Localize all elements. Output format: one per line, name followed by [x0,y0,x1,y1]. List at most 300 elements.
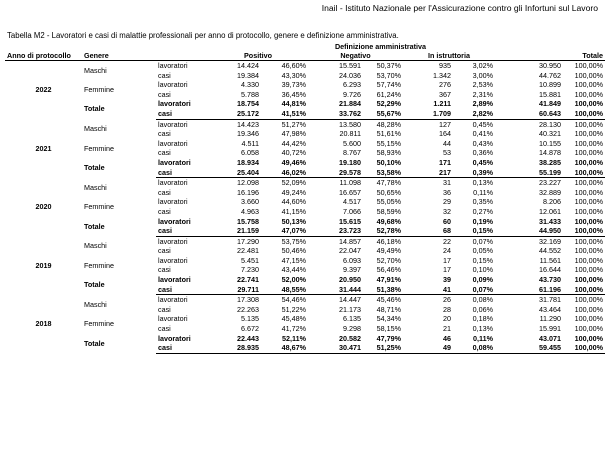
percent-cell: 49,46% [281,157,306,167]
percent-cell: 100,00% [574,275,604,285]
value-cell: 15.758 [237,216,259,226]
percent-cell: 0,43% [472,138,494,148]
value-cell: 44.762 [539,70,562,80]
value-cell: 17 [443,265,452,275]
percent-cell: 0,15% [472,255,494,265]
value-cell: 43.464 [539,304,562,314]
percent-cell: 54,46% [281,295,306,305]
value-cell: 6.672 [241,324,259,334]
value-cell: 15.615 [339,216,361,226]
row-type-cell: casi [156,285,208,295]
percent-cell: 100,00% [574,206,604,216]
percent-cell: 48,67% [261,343,308,353]
value-cell: 16.644 [539,265,562,275]
row-type-cell: casi [156,343,208,353]
group-header: Definizione amministrativa [334,42,427,51]
value-cell: 4.511 [241,138,259,148]
col-positivo: Positivo [208,51,308,61]
percent-cell: 0,13% [472,324,494,334]
row-type-cell: lavoratori [158,178,188,188]
row-type-cell: casi [156,168,208,178]
value-cell: 21.884 [339,99,361,109]
percent-cell: 52,11% [282,333,306,343]
percent-cell: 58,59% [376,206,401,216]
value-cell: 4.517 [343,197,361,207]
percent-cell: 50,65% [376,187,401,197]
value-cell: 9.726 [343,89,361,99]
value-cell: 5.451 [241,255,259,265]
value-cell: 16.196 [237,187,259,197]
percent-cell: 46,02% [261,168,308,178]
occupational-disease-table [5,42,605,354]
row-type-cell: lavoratori [158,138,188,148]
percent-cell: 100,00% [574,157,604,167]
col-genere: Genere [82,51,156,61]
value-cell: 32 [443,206,452,216]
value-cell: 10.899 [539,80,562,90]
genere-cell: Femmine [84,260,114,270]
institute-header: Inail - Istituto Nazionale per l'Assicurazione contro gli Infortuni sul Lavoro [321,3,598,13]
value-cell: 10.155 [539,138,562,148]
percent-cell: 100,00% [574,246,604,256]
value-cell: 1.709 [403,109,453,119]
value-cell: 33.762 [308,109,363,119]
year-cell: 2020 [35,202,52,212]
percent-cell: 100,00% [563,168,605,178]
table-row [5,178,605,188]
value-cell: 5.135 [241,314,259,324]
table-row [5,158,605,168]
percent-cell: 53,75% [281,236,306,246]
value-cell: 46 [443,333,452,343]
percent-cell: 100,00% [563,285,605,295]
percent-cell: 0,27% [472,206,494,216]
value-cell: 22.481 [237,246,259,256]
percent-cell: 52,78% [363,226,403,236]
value-cell: 49 [403,343,453,353]
percent-cell: 0,35% [472,197,494,207]
value-cell: 20.582 [339,333,361,343]
value-cell: 8.767 [343,148,361,158]
percent-cell: 100,00% [563,109,605,119]
value-cell: 8.206 [543,197,562,207]
percent-cell: 47,79% [376,333,401,343]
percent-cell: 100,00% [574,187,604,197]
genere-cell: Maschi [84,65,107,75]
percent-cell: 52,00% [281,275,306,285]
genere-cell: Femmine [84,319,114,329]
year-cell: 2021 [35,143,52,153]
value-cell: 367 [439,89,452,99]
value-cell: 40.321 [539,129,562,139]
percent-cell: 51,27% [281,119,306,129]
value-cell: 60 [443,216,452,226]
percent-cell: 52,70% [376,255,401,265]
row-type-cell: lavoratori [158,80,188,90]
table-row [5,295,605,305]
value-cell: 68 [403,226,453,236]
value-cell: 17.308 [237,295,259,305]
percent-cell: 100,00% [574,216,604,226]
value-cell: 17.290 [237,236,259,246]
row-type-cell: casi [158,324,171,334]
percent-cell: 50,37% [376,61,401,70]
value-cell: 20 [443,314,452,324]
percent-cell: 100,00% [574,129,604,139]
percent-cell: 56,46% [376,265,401,275]
value-cell: 31.433 [539,216,562,226]
value-cell: 171 [439,157,452,167]
table-row [5,275,605,285]
percent-cell: 0,07% [453,285,495,295]
value-cell: 14.857 [339,236,361,246]
value-cell: 6.293 [343,80,361,90]
row-type-cell: lavoratori [158,236,188,246]
col-istruttoria: In istruttoria [403,51,495,61]
value-cell: 41.849 [539,99,562,109]
percent-cell: 57,74% [376,80,401,90]
percent-cell: 100,00% [574,255,604,265]
percent-cell: 100,00% [574,236,604,246]
genere-cell: Totale [84,104,105,114]
row-type-cell: lavoratori [158,61,188,70]
value-cell: 22.443 [237,333,259,343]
percent-cell: 43,30% [281,70,306,80]
value-cell: 59.455 [495,343,563,353]
table-row [5,99,605,109]
percent-cell: 45,46% [376,295,401,305]
percent-cell: 41,15% [281,206,306,216]
percent-cell: 0,07% [472,236,494,246]
value-cell: 22.263 [237,304,259,314]
value-cell: 15.591 [339,61,361,70]
value-cell: 22 [443,236,452,246]
table-row [5,314,605,324]
value-cell: 18.934 [237,157,259,167]
value-cell: 16.657 [339,187,361,197]
table-row [5,217,605,227]
value-cell: 6.135 [343,314,361,324]
percent-cell: 50,46% [281,246,306,256]
value-cell: 60.643 [495,109,563,119]
row-type-cell: casi [158,129,171,139]
percent-cell: 45,48% [281,314,306,324]
percent-cell: 47,07% [261,226,308,236]
table-row [5,256,605,266]
percent-cell: 41,72% [281,324,306,334]
table-row [5,119,605,129]
row-type-cell: casi [158,304,171,314]
genere-cell: Totale [84,221,105,231]
value-cell: 19.346 [237,129,259,139]
value-cell: 14.878 [539,148,562,158]
percent-cell: 0,08% [472,295,494,305]
row-type-cell: lavoratori [158,275,191,285]
table-row [5,334,605,344]
value-cell: 6.058 [241,148,259,158]
col-totale: Totale [495,51,605,61]
col-tipo [156,51,208,61]
value-cell: 61.196 [495,285,563,295]
value-cell: 29.578 [308,168,363,178]
row-type-cell: lavoratori [158,314,188,324]
value-cell: 5.788 [241,89,259,99]
value-cell: 217 [403,168,453,178]
genere-cell: Totale [84,338,105,348]
percent-cell: 54,34% [376,314,401,324]
value-cell: 1.342 [433,70,452,80]
value-cell: 44 [443,138,452,148]
percent-cell: 0,06% [472,304,494,314]
row-type-cell: lavoratori [158,255,188,265]
percent-cell: 100,00% [563,343,605,353]
percent-cell: 53,58% [363,168,403,178]
value-cell: 20.811 [339,129,361,139]
value-cell: 21.173 [339,304,361,314]
value-cell: 276 [439,80,452,90]
percent-cell: 55,67% [363,109,403,119]
header-row-group [5,42,605,51]
percent-cell: 44,60% [281,197,306,207]
percent-cell: 100,00% [574,89,604,99]
row-type-cell: casi [158,148,171,158]
table-row [5,197,605,207]
value-cell: 23.227 [539,178,562,188]
value-cell: 31.444 [308,285,363,295]
percent-cell: 0,19% [472,216,494,226]
percent-cell: 61,24% [376,89,401,99]
percent-cell: 47,91% [376,275,401,285]
row-type-cell: casi [156,226,208,236]
value-cell: 22.047 [339,246,361,256]
percent-cell: 0,11% [473,187,494,197]
percent-cell: 50,10% [376,157,401,167]
percent-cell: 2,89% [472,99,494,109]
value-cell: 164 [439,129,452,139]
percent-cell: 55,05% [376,197,401,207]
percent-cell: 100,00% [574,138,604,148]
percent-cell: 2,82% [453,109,495,119]
value-cell: 6.093 [343,255,361,265]
value-cell: 4.330 [241,80,259,90]
percent-cell: 0,18% [472,314,494,324]
genere-cell: Totale [84,162,105,172]
header-row [5,51,605,61]
row-type-cell: lavoratori [158,119,188,129]
percent-cell: 55,15% [376,138,401,148]
value-cell: 127 [439,119,452,129]
percent-cell: 100,00% [574,333,604,343]
percent-cell: 48,71% [376,304,401,314]
percent-cell: 3,00% [472,70,494,80]
value-cell: 19.384 [237,70,259,80]
percent-cell: 40,72% [281,148,306,158]
value-cell: 14.447 [339,295,361,305]
percent-cell: 53,70% [376,70,401,80]
value-cell: 13.580 [339,119,361,129]
value-cell: 14.424 [237,61,259,70]
percent-cell: 58,93% [376,148,401,158]
row-type-cell: casi [156,109,208,119]
percent-cell: 51,38% [363,285,403,295]
value-cell: 14.423 [237,119,259,129]
percent-cell: 52,09% [281,178,306,188]
value-cell: 41 [403,285,453,295]
percent-cell: 0,15% [453,226,495,236]
year-cell: 2018 [35,319,52,329]
value-cell: 29 [443,197,452,207]
percent-cell: 100,00% [574,265,604,275]
percent-cell: 0,36% [472,148,494,158]
row-type-cell: lavoratori [158,157,191,167]
percent-cell: 2,53% [472,80,494,90]
value-cell: 25.404 [208,168,261,178]
percent-cell: 44,81% [281,99,306,109]
row-type-cell: casi [158,187,171,197]
value-cell: 7.066 [343,206,361,216]
genere-cell: Totale [84,280,105,290]
value-cell: 36 [443,187,452,197]
percent-cell: 49,24% [281,187,306,197]
value-cell: 22.741 [237,275,259,285]
value-cell: 7.230 [241,265,259,275]
genere-cell: Maschi [84,124,107,134]
value-cell: 9.298 [343,324,361,334]
value-cell: 25.172 [208,109,261,119]
value-cell: 30.950 [539,61,562,70]
value-cell: 26 [443,295,452,305]
value-cell: 17 [443,255,452,265]
value-cell: 30.471 [308,343,363,353]
percent-cell: 47,78% [376,178,401,188]
percent-cell: 0,45% [472,119,494,129]
percent-cell: 52,29% [376,99,401,109]
percent-cell: 39,73% [281,80,306,90]
genere-cell: Femmine [84,202,114,212]
percent-cell: 100,00% [574,119,604,129]
percent-cell: 100,00% [574,197,604,207]
percent-cell: 49,68% [376,216,401,226]
value-cell: 24.036 [339,70,361,80]
percent-cell: 100,00% [574,148,604,158]
value-cell: 32.889 [539,187,562,197]
year-cell: 2019 [35,260,52,270]
value-cell: 18.754 [237,99,259,109]
value-cell: 43.730 [539,275,562,285]
value-cell: 15.881 [539,89,562,99]
table-caption: Tabella M2 - Lavoratori e casi di malattie professionali per anno di protocollo, genere e definizione amministrativa. [7,31,399,40]
value-cell: 28 [443,304,452,314]
genere-cell: Femmine [84,143,114,153]
percent-cell: 0,08% [453,343,495,353]
table-row [5,139,605,149]
value-cell: 1.211 [433,99,452,109]
percent-cell: 48,55% [261,285,308,295]
value-cell: 38.285 [539,157,562,167]
row-type-cell: lavoratori [158,333,191,343]
value-cell: 28.935 [208,343,261,353]
genere-cell: Maschi [84,299,107,309]
percent-cell: 46,18% [376,236,401,246]
percent-cell: 100,00% [574,70,604,80]
percent-cell: 36,45% [281,89,306,99]
percent-cell: 0,09% [472,275,494,285]
percent-cell: 0,10% [472,265,494,275]
value-cell: 29.711 [208,285,261,295]
percent-cell: 100,00% [574,80,604,90]
table-row [5,236,605,246]
value-cell: 12.061 [539,206,562,216]
percent-cell: 58,15% [376,324,401,334]
percent-cell: 100,00% [563,226,605,236]
percent-cell: 0,11% [473,333,494,343]
value-cell: 32.169 [539,236,562,246]
value-cell: 21.159 [208,226,261,236]
percent-cell: 51,25% [363,343,403,353]
percent-cell: 51,61% [376,129,401,139]
value-cell: 53 [443,148,452,158]
percent-cell: 3,02% [472,61,494,70]
percent-cell: 100,00% [574,178,604,188]
table-row [5,80,605,90]
table-row [5,61,605,71]
percent-cell: 51,22% [281,304,306,314]
value-cell: 11.561 [539,255,562,265]
row-type-cell: casi [158,89,171,99]
percent-cell: 100,00% [574,99,604,109]
row-type-cell: casi [158,246,171,256]
value-cell: 21 [443,324,452,334]
percent-cell: 0,39% [453,168,495,178]
percent-cell: 43,44% [281,265,306,275]
row-type-cell: lavoratori [158,216,191,226]
value-cell: 43.071 [539,333,562,343]
value-cell: 11.098 [339,178,361,188]
year-cell: 2022 [35,85,52,95]
row-type-cell: casi [158,265,171,275]
percent-cell: 49,49% [376,246,401,256]
value-cell: 935 [439,61,452,70]
percent-cell: 100,00% [574,314,604,324]
value-cell: 4.963 [241,206,259,216]
percent-cell: 2,31% [472,89,494,99]
percent-cell: 47,15% [281,255,306,265]
percent-cell: 100,00% [574,324,604,334]
percent-cell: 0,45% [472,157,494,167]
percent-cell: 100,00% [574,304,604,314]
value-cell: 31 [443,178,452,188]
value-cell: 11.290 [539,314,562,324]
value-cell: 28.130 [539,119,562,129]
value-cell: 44.950 [495,226,563,236]
value-cell: 23.723 [308,226,363,236]
percent-cell: 0,13% [472,178,494,188]
value-cell: 5.600 [343,138,361,148]
row-type-cell: lavoratori [158,99,191,109]
col-anno: Anno di protocollo [5,51,82,61]
value-cell: 44.552 [539,246,562,256]
row-type-cell: casi [158,70,171,80]
percent-cell: 100,00% [574,295,604,305]
value-cell: 12.098 [237,178,259,188]
col-negativo: Negativo [308,51,403,61]
percent-cell: 46,60% [281,61,306,70]
value-cell: 9.397 [343,265,361,275]
value-cell: 15.991 [539,324,562,334]
value-cell: 55.199 [495,168,563,178]
value-cell: 31.781 [539,295,562,305]
genere-cell: Femmine [84,84,114,94]
